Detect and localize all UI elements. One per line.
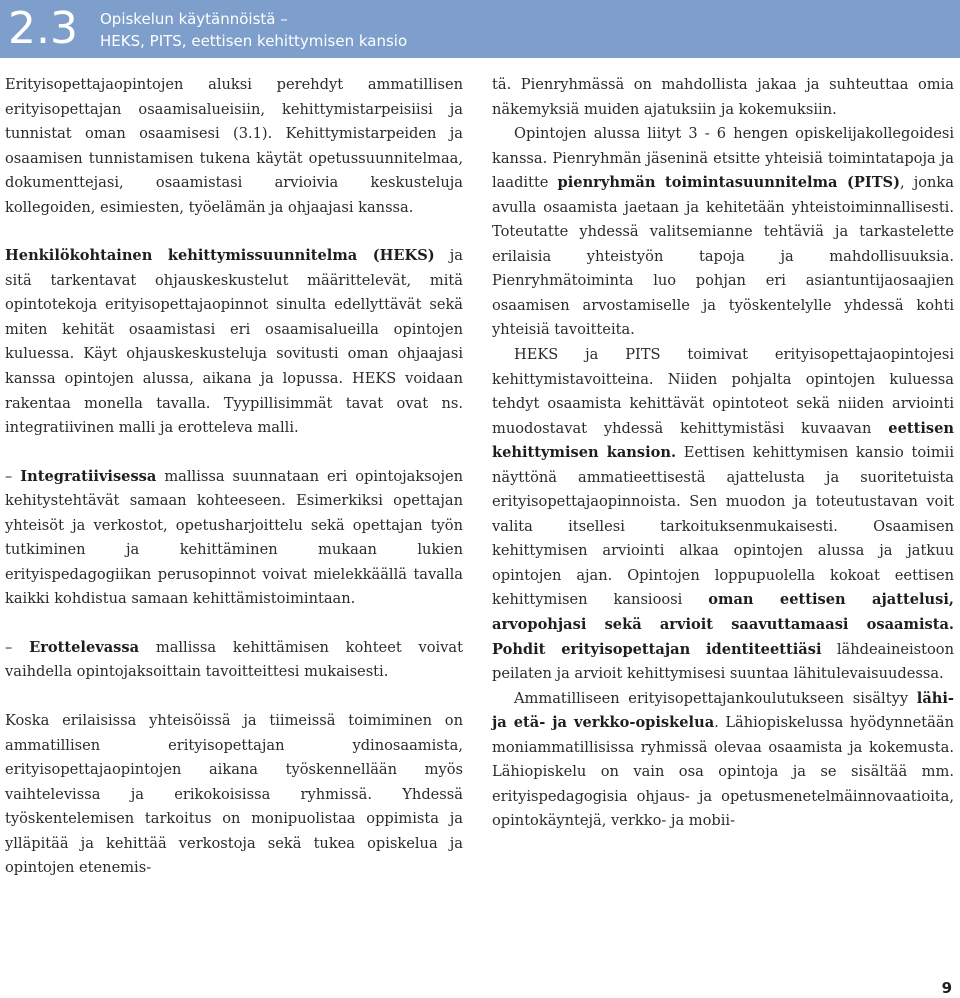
- heks-text: ja sitä tarkentavat ohjauskeskustelut määrittelevät, mitä opintotekoja erityisopettajaopinnot sinulta edellyttävät sekä miten kehität osaamistasi eri osaamisalueilla opintojen kuluessa. Käyt ohjauskeskusteluja sovitusti oman ohjaajasi kanssa opintojen alussa, aikana ja lopussa. HEKS voidaan rakentaa monella tavalla. Tyypillisimmät tavat ovat ns. integratiivinen malli ja erotteleva malli.: [5, 247, 463, 437]
- pits-text-a: Opintojen alussa liityt 3 - 6 hengen opiskelijakollegoidesi kanssa. Pienryhmän jäseninä etsitte yhteisiä toimintatapoja ja laaditte: [492, 125, 954, 192]
- separating-term: Erottelevassa: [29, 638, 140, 656]
- portfolio-term: eettisen kehittymisen kansion.: [492, 419, 954, 462]
- study-modes-text-b: . Lähiopiskelussa hyödynnetään moniammatillisissa ryhmissä olevaa osaamista ja kokemusta. Lähiopiskelu on vain osa opintoja ja se sisältää mm. erityispedagogisia ohjaus- ja opetusmenetelmäinnovaatioita, opintokäyntejä, verkko- ja mobii-: [492, 714, 954, 830]
- pits-term: pienryhmän toimintasuunnitelma (PITS): [557, 174, 900, 192]
- portfolio-paragraph: [492, 343, 954, 687]
- page-number: 9: [941, 979, 952, 997]
- separating-model-item: [5, 636, 463, 685]
- separating-text: mallissa kehittämisen kohteet voivat vaihdella opintojaksoittain tavoitteittesi mukaisesti.: [5, 638, 463, 681]
- portfolio-text-a: HEKS ja PITS toimivat erityisopettajaopintojesi kehittymistavoitteina. Niiden pohjalta opintojen kuluessa tehdyt osaamista kehittävät opintoteot sekä niiden arviointi muodostavat yhdessä kehittymistäsi kuvaavan: [492, 346, 954, 437]
- groups-paragraph: Koska erilaisissa yhteisöissä ja tiimeissä toimiminen on ammatillisen erityisopettajan ydinosaamista, erityisopettajaopintojen aikana työskennellään myös vaihtelevissa ja erikokoisissa ryhmissä. Yhdessä työskentelemisen tarkoitus on monipuolistaa oppimista ja ylläpitää ja kehittää verkostoja sekä tukea opiskelua ja opintojen etenemis-: [5, 712, 463, 877]
- right-column: [492, 73, 954, 834]
- continuation-paragraph: tä. Pienryhmässä on mahdollista jakaa ja suhteuttaa omia näkemyksiä muiden ajatuksiin ja kokemuksiin.: [492, 76, 954, 118]
- section-title: [100, 8, 407, 52]
- section-title-line1: Opiskelun käytännöistä –: [100, 10, 288, 28]
- study-modes-text-a: Ammatilliseen erityisopettajankoulutukseen sisältyy: [514, 689, 917, 707]
- heks-term: Henkilökohtainen kehittymissuunnitelma (HEKS): [5, 247, 435, 265]
- intro-paragraph: Erityisopettajaopintojen aluksi perehdyt ammatillisen erityisopettajan osaamisalueisiin, kehittymistarpeisiisi ja tunnistat oman osaamisesi (3.1). Kehittymistarpeiden ja osaamisen tunnistamisen tukena käytät opetussuunnitelmaa, dokumenttejasi, osaamistasi arvioivia keskusteluja kollegoiden, esimiesten, työelämän ja ohjaajasi kanssa.: [5, 76, 463, 216]
- study-modes-term: lähi- ja etä- ja verkko-opiskelua: [492, 689, 954, 732]
- integrative-text: mallissa suunnataan eri opintojaksojen kehitystehtävät samaan kohteeseen. Esimerkiksi opettajan yhteisöt ja verkostot, opetusharjoittelu sekä opettajan työn tutkiminen ja kehittäminen mukaan lukien erityispedagogiikan perusopinnot voivat mielekkäällä tavalla kaikki kohdistua samaan kehittämistoimintaan.: [5, 467, 464, 608]
- integrative-term: Integratiivisessa: [20, 467, 157, 485]
- heks-paragraph: [5, 244, 463, 440]
- portfolio-text-d: lähdeaineistoon peilaten ja arvioit kehittymisesi suuntaa lähitulevaisuudessa.: [492, 640, 954, 683]
- integrative-model-item: [5, 465, 463, 612]
- dash-marker: –: [5, 467, 21, 485]
- portfolio-ethics-term: oman eettisen ajattelusi, arvopohjasi sekä arvioit saavuttamaasi osaamista.: [492, 591, 954, 634]
- study-modes-paragraph: [492, 687, 954, 834]
- left-column: [5, 73, 463, 881]
- portfolio-text-b: Eettisen kehittymisen kansio toimii näyttönä ammatieettisestä ajattelusta ja suoritetuista erityisopettajaopinnoista. Sen muodon ja toteutustavan voit valita itsellesi tarkoituksenmukaisesti. Osaamisen kehittymisen arviointi alkaa opintojen alussa ja jatkuu opintojen ajan. Opintojen loppupuolella kokoat eettisen kehittymisen kansioosi: [492, 444, 954, 609]
- dash-marker: –: [5, 638, 30, 656]
- pits-paragraph: [492, 122, 954, 343]
- section-title-line2: HEKS, PITS, eettisen kehittymisen kansio: [100, 32, 408, 50]
- section-header: [0, 0, 960, 58]
- section-number: 2.3: [8, 3, 78, 54]
- identity-term: Pohdit erityisopettajan identiteettiäsi: [492, 640, 822, 658]
- pits-text-b: , jonka avulla osaamista jaetaan ja kehitetään yhteistoiminnallisesti. Toteutatte yhdessä valitsemianne tehtäviä ja tarkastelette erilaisia yhteistyön tapoja ja mahdollisuuksia. Pienryhmätoiminta luo pohjan eri asiantuntijaosaajien osaamisen arvostamiselle ja työskentelylle yhdessä kohti yhteisiä tavoitteita.: [492, 174, 954, 339]
